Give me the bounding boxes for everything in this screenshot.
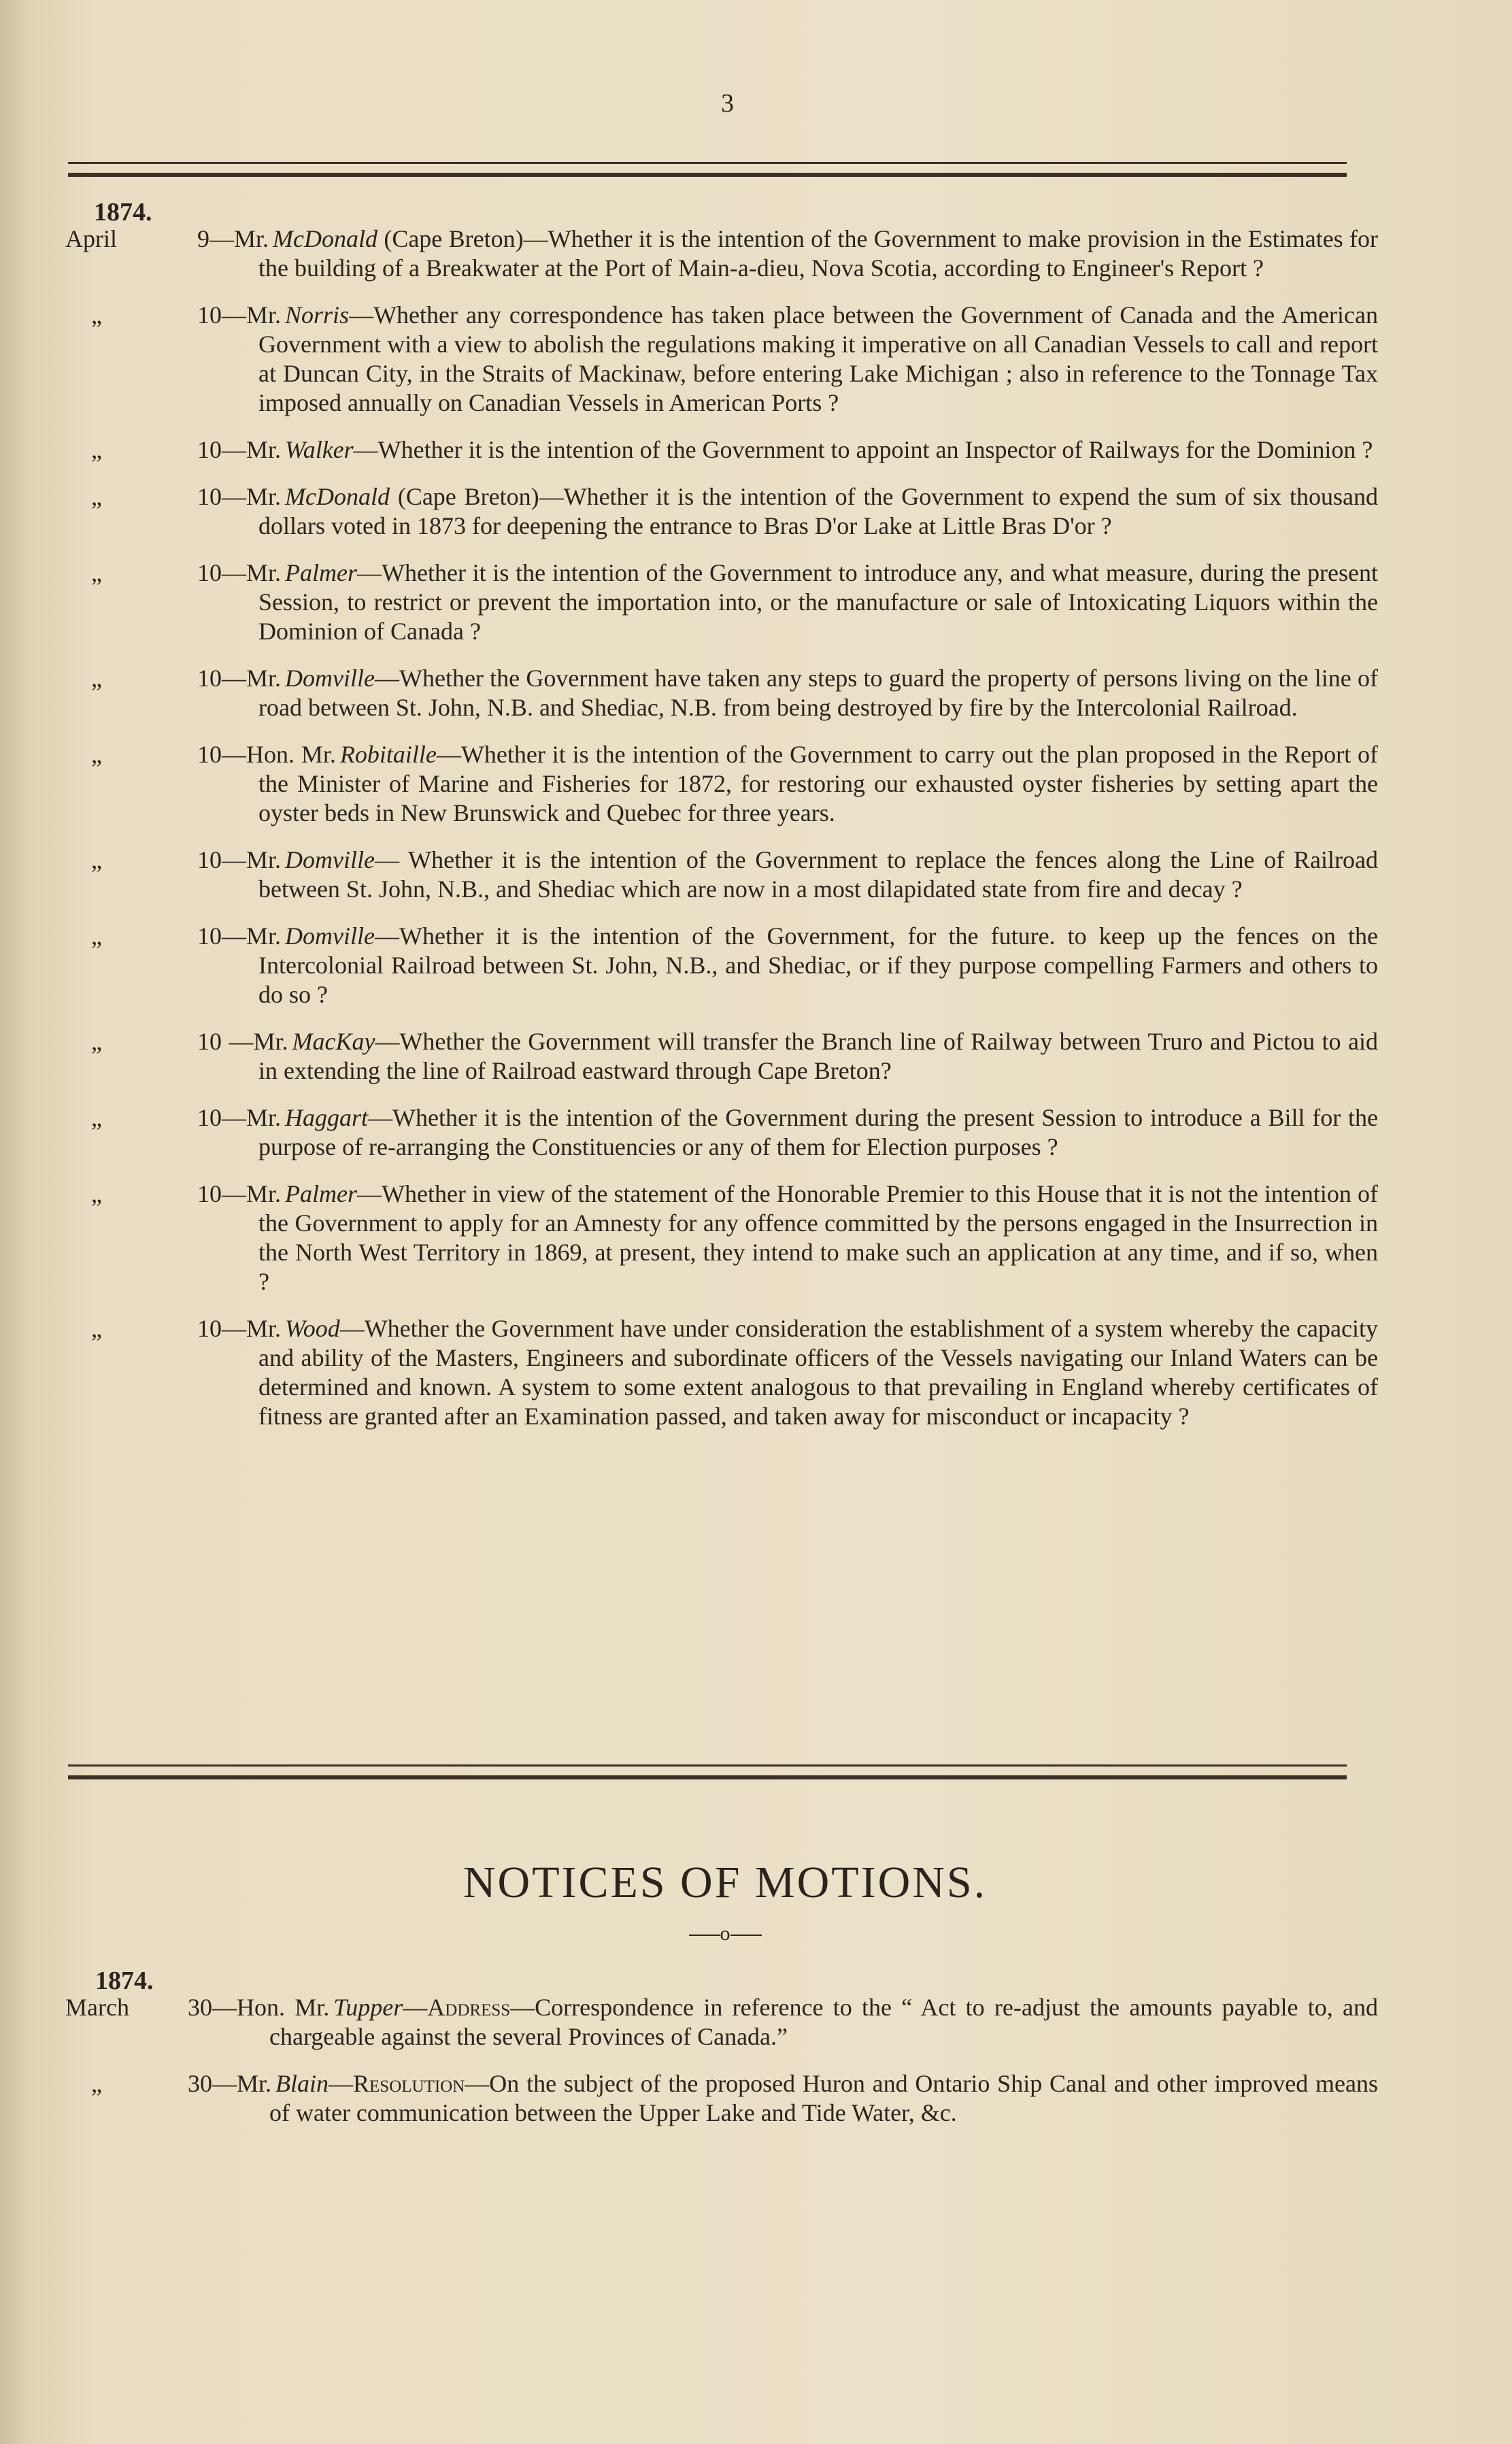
date-mark: „ [91,1028,102,1055]
entry-text [197,1179,1385,1296]
list-item [65,558,1385,646]
entry-day: 10—Mr. [197,1180,282,1207]
entry-body: —Whether the Government have taken any steps to guard the property of persons living on the line of road between St. John, N.B. and Shediac, N.B. from being destroyed by fire by the Intercolonial Railroad. [258,665,1378,721]
member-name: Haggart [285,1104,369,1131]
date-mark: March [65,1994,129,2021]
date-mark: „ [91,436,102,463]
date-mark: „ [91,483,102,510]
entry-text [197,740,1385,828]
entry-day: 10—Mr. [197,483,282,510]
member-name: Palmer [285,559,357,586]
entry-body: —Whether it is the intention of the Government to introduce any, and what measure, during the present Session, to restrict or prevent the importation into, or the manufacture or sale of Intoxicating Liquors within the Dominion of Canada ? [258,559,1378,645]
member-name: Domville [285,922,375,950]
date-mark: „ [91,1315,102,1342]
list-item [65,1103,1385,1162]
date-mark: „ [91,1180,102,1207]
entry-body: —Whether any correspondence has taken place between the Government of Canada and the American Government with a view to abolish the regulations making it imperative on all Canadian Vessels to call and report at Duncan City, in the Straits of Mackinaw, before entering Lake Michigan ; also in reference to the Tonnage Tax imposed annually on Canadian Vessels in American Ports ? [258,301,1378,416]
entry-text [197,435,1385,465]
section-rule [68,1764,1347,1779]
motion-kind: Resolution [353,2070,465,2097]
member-name: Domville [285,846,375,873]
entry-body: (Cape Breton)—Whether it is the intention of the Government to expend the sum of six thousand dollars voted in 1873 for deepening the entrance to Bras D'or Lake at Little Bras D'or ? [258,483,1378,539]
entry-body: —Whether in view of the statement of the Honorable Premier to this House that it is not the intention of the Government to apply for an Amnesty for any offence committed by the persons engaged in the Insurrection in the North West Territory in 1869, at present, they intend to make such an application at any time, and if so, when ? [258,1180,1378,1295]
entry-text [197,301,1385,418]
entry-body: (Cape Breton)—Whether it is the intention of the Government to make provision in the Estimates for the building of a Breakwater at the Port of Main-a-dieu, Nova Scotia, according to Engineer's Report ? [258,225,1378,282]
list-item [65,224,1385,283]
entry-text [197,482,1385,541]
list-item [65,1314,1385,1431]
entry-day: 9—Mr. [197,225,269,252]
member-name: Wood [285,1315,340,1342]
questions-section [65,197,1385,1449]
notices-section [65,1857,1385,2145]
motion-kind: Address [427,1994,511,2021]
member-name: Palmer [285,1180,357,1207]
member-name: Tupper [333,1994,403,2021]
date-mark: „ [91,559,102,586]
member-name: Blain [275,2070,329,2097]
entry-text: 30—Hon. Mr. Tupper—Address—Correspondence in reference to the “ Act to re-adjust the amounts payable to, and chargeable against the several Provinces of Canada.” [188,1994,1378,2050]
entry-body: —Whether the Government have under consideration the establishment of a system whereby the capacity and ability of the Masters, Engineers and subordinate officers of the Vessels navigating our Inland Waters can be determined and known. A system to some extent analogous to that prevailing in England whereby certificates of fitness are granted after an Examination passed, and taken away for misconduct or incapacity ? [258,1315,1378,1430]
notices-year: 1874. [95,1966,154,1995]
entry-body: —Whether the Government will transfer the Branch line of Railway between Truro and Pictou to aid in extending the line of Railroad eastward through Cape Breton? [258,1028,1379,1084]
entry-text [197,1103,1385,1162]
member-name: Walker [285,436,354,463]
date-mark: „ [91,2070,102,2097]
member-name: McDonald [285,483,390,510]
entry-text [197,224,1385,283]
list-item [65,740,1385,828]
entry-text [197,1027,1385,1086]
entry-day: 10—Mr. [197,301,282,329]
entry-body: —Whether it is the intention of the Government to carry out the plan proposed in the Report of the Minister of Marine and Fisheries for 1872, for restoring our exhausted oyster fisheries by setting apart the oyster beds in New Brunswick and Quebec for three years. [258,741,1378,826]
entry-day: 10—Mr. [197,436,282,463]
list-item [65,301,1385,418]
entry-text [197,1314,1385,1431]
page-number: 3 [721,89,734,118]
header-rule [68,162,1347,177]
title-ornament: o [65,1922,1385,1945]
list-item [65,1179,1385,1296]
list-item [65,435,1385,465]
list-item [65,482,1385,541]
date-mark: April [65,225,117,252]
entry-body: — Whether it is the intention of the Government to replace the fences along the Line of Railroad between St. John, N.B., and Shediac which are now in a most dilapidated state from fire and decay ? [258,846,1378,903]
section-title: NOTICES OF MOTIONS. [463,1858,988,1907]
entry-text: 30—Mr. Blain—Resolution—On the subject of the proposed Huron and Ontario Ship Canal and other improved means of water communication between the Upper Lake and Tide Water, &c. [188,2070,1378,2126]
entry-body: —Correspondence in reference to the “ Act to re-adjust the amounts payable to, and chargeable against the several Provinces of Canada.” [269,1994,1378,2050]
entry-day: 30—Mr. [188,2070,272,2097]
entry-text [197,922,1385,1009]
date-mark: „ [91,301,102,329]
entry-day: 10—Mr. [197,665,282,692]
entry-body: —On the subject of the proposed Huron and Ontario Ship Canal and other improved means of water communication between the Upper Lake and Tide Water, &c. [269,2070,1378,2126]
member-name: MacKay [292,1028,375,1055]
entry-day: 10—Mr. [197,1315,282,1342]
entry-day: 10 —Mr. [197,1028,288,1055]
entry-day: 30—Hon. Mr. [188,1994,330,2021]
entry-day: 10—Mr. [197,1104,282,1131]
date-mark: „ [91,741,102,768]
list-item [65,2069,1385,2128]
notices-list [65,1993,1385,2128]
date-mark: „ [91,922,102,950]
questions-list [65,224,1385,1431]
member-name: Robitaille [339,741,437,768]
entry-day: 10—Mr. [197,559,282,586]
list-item [65,1993,1385,2052]
member-name: Norris [285,301,350,329]
date-mark: „ [91,846,102,873]
entry-day: 10—Mr. [197,922,282,950]
questions-year: 1874. [94,198,152,227]
member-name: Domville [285,665,375,692]
list-item [65,846,1385,904]
list-item [65,922,1385,1009]
entry-day: 10—Mr. [197,846,282,873]
entry-text [197,664,1385,722]
entry-text [197,846,1385,904]
entry-body: —Whether it is the intention of the Government during the present Session to introduce a Bill for the purpose of re-arranging the Constituencies or any of them for Election purposes ? [258,1104,1378,1160]
entry-day: 10—Hon. Mr. [197,741,336,768]
member-name: McDonald [273,225,377,252]
date-mark: „ [91,665,102,692]
list-item [65,664,1385,722]
entry-text [197,558,1385,646]
entry-body: —Whether it is the intention of the Government, for the future. to keep up the fences on the Intercolonial Railroad between St. John, N.B., and Shediac, or if they purpose compelling Farmers and others to do so ? [258,922,1378,1008]
entry-body: —Whether it is the intention of the Government to appoint an Inspector of Railways for the Dominion ? [353,436,1373,463]
list-item [65,1027,1385,1086]
date-mark: „ [91,1104,102,1131]
